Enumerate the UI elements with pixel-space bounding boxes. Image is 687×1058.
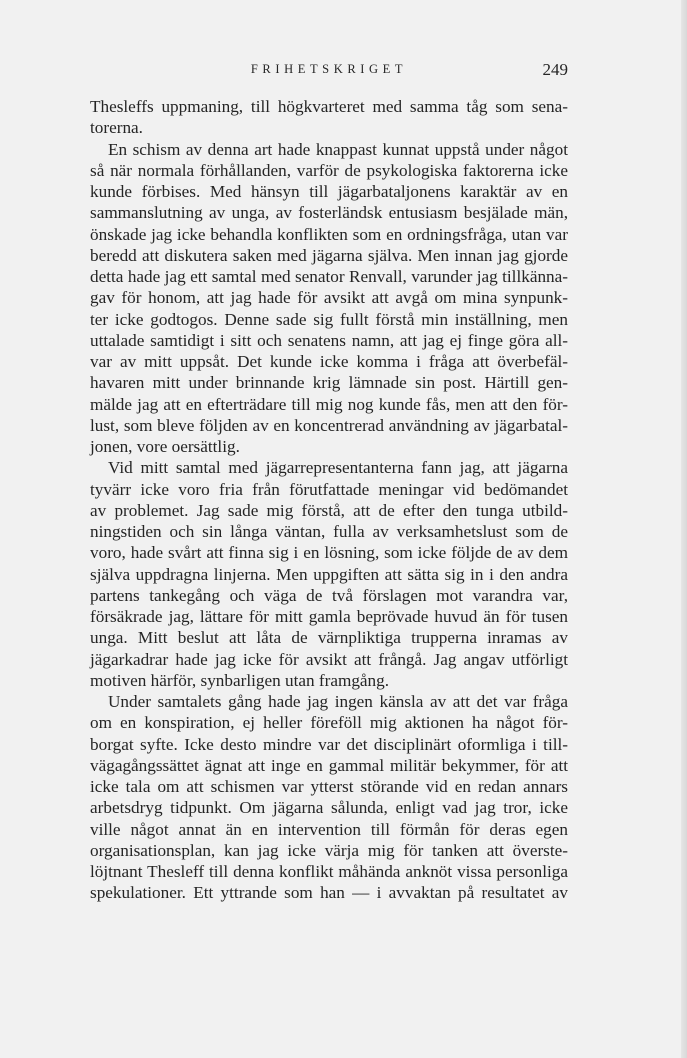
text-line: Thesleffs uppmaning, till högkvarteret med samma tåg som sena- [90, 97, 568, 116]
paragraph [90, 691, 568, 904]
text-line: försäkrade jag, lättare för mitt gamla beprövade huvud än för tusen [90, 607, 568, 626]
text-line: själva uppdragna linjerna. Men uppgiften att sätta sig in i den andra [90, 564, 568, 584]
text-line: torerna. [90, 118, 143, 138]
body-text [90, 96, 568, 904]
text-line: havaren mitt under brinnande krig lämnade sin post. Härtill gen- [90, 373, 568, 393]
text-line: En schism av denna art hade knappast kunnat uppstå under något [108, 139, 568, 159]
text-line: lust, som bleve följden av en koncentrerad användning av jägarbatal- [90, 415, 568, 435]
text-line: Under samtalets gång hade jag ingen känsla av att det var fråga [108, 692, 568, 711]
text-line: om en konspiration, ej heller föreföll mig aktionen ha något för- [90, 713, 568, 733]
running-title: FRIHETSKRIGET [250, 62, 408, 76]
paragraph [90, 457, 568, 691]
text-line: gav för honom, att jag hade för avsikt att avgå om mina synpunk- [90, 288, 568, 308]
text-line: jonen, vore oersättlig. [90, 437, 240, 456]
text-line: ningstiden och sin långa väntan, fulla av verksamhetslust som de [90, 522, 568, 541]
text-line: önskade jag icke behandla konflikten som en ordningsfråga, utan var [90, 224, 568, 244]
text-line: beredd att diskutera saken med jägarna själva. Men innan jag gjorde [90, 245, 568, 265]
text-line: partens tankegång och väga de två förslagen mot varandra var, [90, 585, 568, 605]
page-edge-shadow [681, 0, 687, 1058]
text-line: unga. Mitt beslut att låta de värnpliktiga trupperna inramas av [90, 628, 568, 648]
text-line: löjtnant Thesleff till denna konflikt måhända anknöt vissa personliga [90, 862, 568, 881]
text-line: kunde förbises. Med hänsyn till jägarbataljonens karaktär av en [90, 182, 568, 201]
text-line: var av mitt uppsåt. Det kunde icke komma i fråga att överbefäl- [90, 352, 568, 371]
text-line: detta hade jag ett samtal med senator Renvall, varunder jag tillkänna- [90, 267, 568, 286]
text-line: arbetsdryg tidpunkt. Om jägarna sålunda, enligt vad jag tror, icke [90, 798, 568, 818]
text-line: tyvärr icke voro fria från förutfattade meningar vid bedömandet [90, 479, 568, 499]
text-line: uttalade samtidigt i sitt och senatens namn, att jag ej finge göra all- [90, 330, 568, 350]
text-line: motiven härför, synbarligen utan framgång. [90, 670, 390, 690]
page-header [90, 60, 568, 84]
text-line: jägarkadrar hade jag icke för avsikt att frångå. Jag angav utförligt [90, 649, 568, 669]
text-line: icke tala om att schismen var ytterst störande vid en redan annars [90, 777, 568, 796]
text-line: voro, hade svårt att finna sig i en lösning, som icke följde de av dem [90, 543, 568, 563]
text-line: av problemet. Jag sade mig förstå, att de efter den tunga utbild- [90, 500, 568, 520]
page-number: 249 [542, 60, 568, 79]
text-line: spekulationer. Ett yttrande som han — i avvaktan på resultatet av [90, 883, 568, 903]
text-line: mälde jag att en efterträdare till mig nog kunde fås, men att den för- [90, 394, 568, 414]
paragraph [90, 139, 568, 458]
text-line: Vid mitt samtal med jägarrepresentanterna fann jag, att jägarna [108, 458, 568, 478]
text-line: så när normala förhållanden, varför de psykologiska faktorerna icke [90, 160, 568, 180]
text-line: vägagångssättet ägnat att inge en gammal militär bekymmer, för att [90, 755, 568, 775]
text-line: ter icke godtogos. Denne sade sig fullt förstå min inställning, men [90, 309, 568, 329]
paragraph [90, 96, 568, 139]
text-line: sammanslutning av unga, av fosterländsk entusiasm besjälade män, [90, 203, 568, 223]
text-line: borgat syfte. Icke desto mindre var det disciplinärt oformliga i till- [90, 734, 568, 754]
text-line: ville något annat än en intervention till förmån för deras egen [90, 819, 568, 839]
text-line: organisationsplan, kan jag icke värja mig för tanken att överste- [90, 840, 568, 860]
